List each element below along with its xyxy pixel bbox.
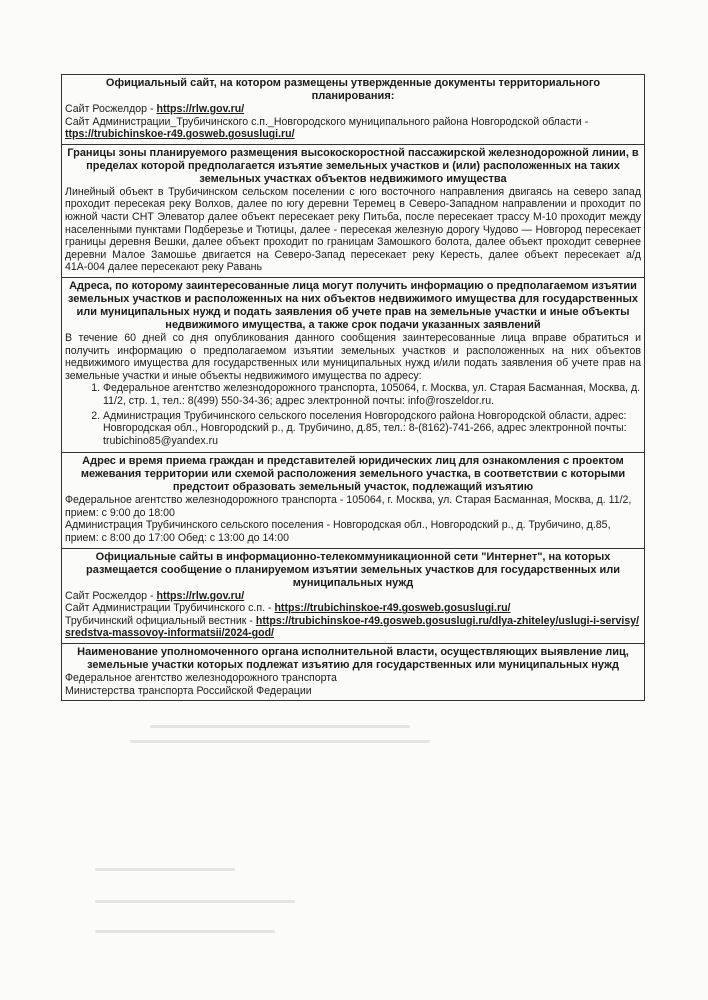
site-label: Трубичинский официальный вестник - — [65, 614, 256, 627]
section-planning-docs — [61, 74, 645, 145]
section-heading: Официальный сайт, на котором размещены утвержденные документы территориального планирования: — [105, 77, 601, 102]
site-line-bulletin — [65, 615, 641, 640]
administration-link[interactable]: https://trubichinskoe-r49.gosweb.gosuslugi.ru/ — [274, 602, 511, 615]
site-label: Сайт Росжелдор - — [65, 589, 157, 602]
authority-name: Федеральное агентство железнодорожного транспорта — [65, 672, 337, 685]
roszheldor-link[interactable]: https://rlw.gov.ru/ — [156, 589, 245, 602]
section-official-websites — [61, 549, 645, 644]
notice-table — [61, 74, 645, 701]
bleed-through-line — [150, 725, 410, 728]
bulletin-link[interactable]: https://trubichinskoe-r49.gosweb.gosuslugi.ru/dlya-zhiteley/uslugi-i-servisy/sredstva-massovoy-informatsii/2024-god/ — [65, 614, 640, 640]
site-line-administration — [65, 116, 641, 141]
section-heading: Адрес и время приема граждан и представителей юридических лиц для ознакомления с проектом межевания территории или схемой расположения земельного участка, в соответствии с которыми предстоит образовать земельный участок, подлежащий изъятию — [80, 455, 626, 494]
section-heading: Адреса, по которому заинтересованные лица могут получить информацию о предполагаемом изъятии земельных участков и расположенных на них объектов недвижимого имущества для государственных или муниципальных нужд и подать заявления об учете прав на земельные участки и иные объекты недвижимого имущества, а также срок подачи указанных заявлений — [67, 279, 639, 331]
section-zone-boundaries — [61, 145, 645, 278]
site-label: Сайт Администрации Трубичинского с.п. - — [65, 602, 275, 615]
bleed-through-line — [130, 740, 430, 743]
administration-link[interactable]: ttps://trubichinskoe-r49.gosweb.gosuslugi.ru/ — [65, 128, 295, 141]
address-list — [65, 382, 641, 447]
authority-ministry: Министерства транспорта Российской Федерации — [65, 684, 312, 697]
section-heading: Границы зоны планируемого размещения высокоскоростной пассажирской железнодорожной линии, в пределах которой предполагается изъятие земельных участков и (или) расположенных на таких земельных участках объектов недвижимого имущества — [67, 146, 639, 185]
route-description: Линейный объект в Трубичинском сельском поселении с юго восточного направления двигаясь на северо запад проходит пересекая реку Волхов, далее по югу деревни Теремец в Северо-Западном направлении и проходит по южной части СНТ Элеватор далее объект пересекает реку Питьба, после пересекает трассу М-10 проходит между населенными пунктами Подберезье и Тютицы, далее - пересекая железную дорогу Чудово — Новгород пересекает границы деревня Вешки, далее объект проходит по границам Замошкого болота, далее объект проходит севернее деревни Малое Замошье двигается на Северо-Запад пересекает реку Кересть, далее объект пересекает а/д 41А-004 далее пересекают реку Равань — [65, 185, 641, 274]
reception-federal-agency: Федеральное агентство железнодорожного транспорта - 105064, г. Москва, ул. Старая Басманная, Москва, д. 11/2, прием: с 9:00 до 18:00 — [65, 494, 632, 519]
section-authority — [61, 644, 645, 701]
site-label: Сайт Росжелдор - — [65, 103, 157, 115]
reception-administration: Администрация Трубичинского сельского поселения - Новгородская обл., Новгородский р., д. Трубичино, д.85, прием: с 8:00 до 17:00 Обед: с 13:00 до 14:00 — [65, 519, 611, 545]
section-heading: Официальные сайты в информационно-телекоммуникационной сети "Интернет", на которых размещается сообщение о планируемом изъятии земельных участков для государственных или муниципальных нужд — [85, 550, 621, 589]
bleed-through-line — [95, 900, 295, 903]
list-item: 1. Федеральное агентство железнодорожного транспорта, 105064, г. Москва, ул. Старая Басманная, Москва, д. 11/2, стр. 1, тел.: 8(499) 550-34-36; адрес электронной почты: info@roszeldor.ru. — [103, 382, 641, 407]
site-line-roszheldor — [65, 590, 641, 603]
section-reception-hours — [61, 453, 645, 548]
site-line-roszheldor — [65, 103, 641, 116]
bleed-through-line — [95, 868, 235, 871]
roszheldor-link[interactable]: https://rlw.gov.ru/ — [156, 103, 245, 115]
intro-paragraph: В течение 60 дней со дня опубликования данного сообщения заинтересованные лица вправе обратиться и получить информацию о предполагаемом изъятии земельных участков и расположенных на них объектов недвижимого имущества для государственных или муниципальных нужд и/или подать заявления об учете прав на земельные участки и иные объекты недвижимого имущества по адресу: — [65, 331, 641, 382]
section-heading: Наименование уполномоченного органа исполнительной власти, осуществляющих выявление лиц, земельные участки которых подлежат изъятию для государственных или муниципальных нужд — [77, 646, 629, 672]
bleed-through-line — [95, 930, 275, 933]
site-label: Сайт Администрации_Трубичинского с.п._Новгородского муниципального района Новгородской области - — [65, 115, 589, 128]
list-item: 2. Администрация Трубичинского сельского поселения Новгородского района Новгородской области, адрес: Новгородская обл., Новгородский р., д. Трубичино, д.85, тел.: 8-(8162)-741-266, адрес электронной почты: trubichino85@yandex.ru — [103, 410, 641, 448]
site-line-administration — [65, 602, 641, 615]
section-info-addresses — [61, 278, 645, 453]
